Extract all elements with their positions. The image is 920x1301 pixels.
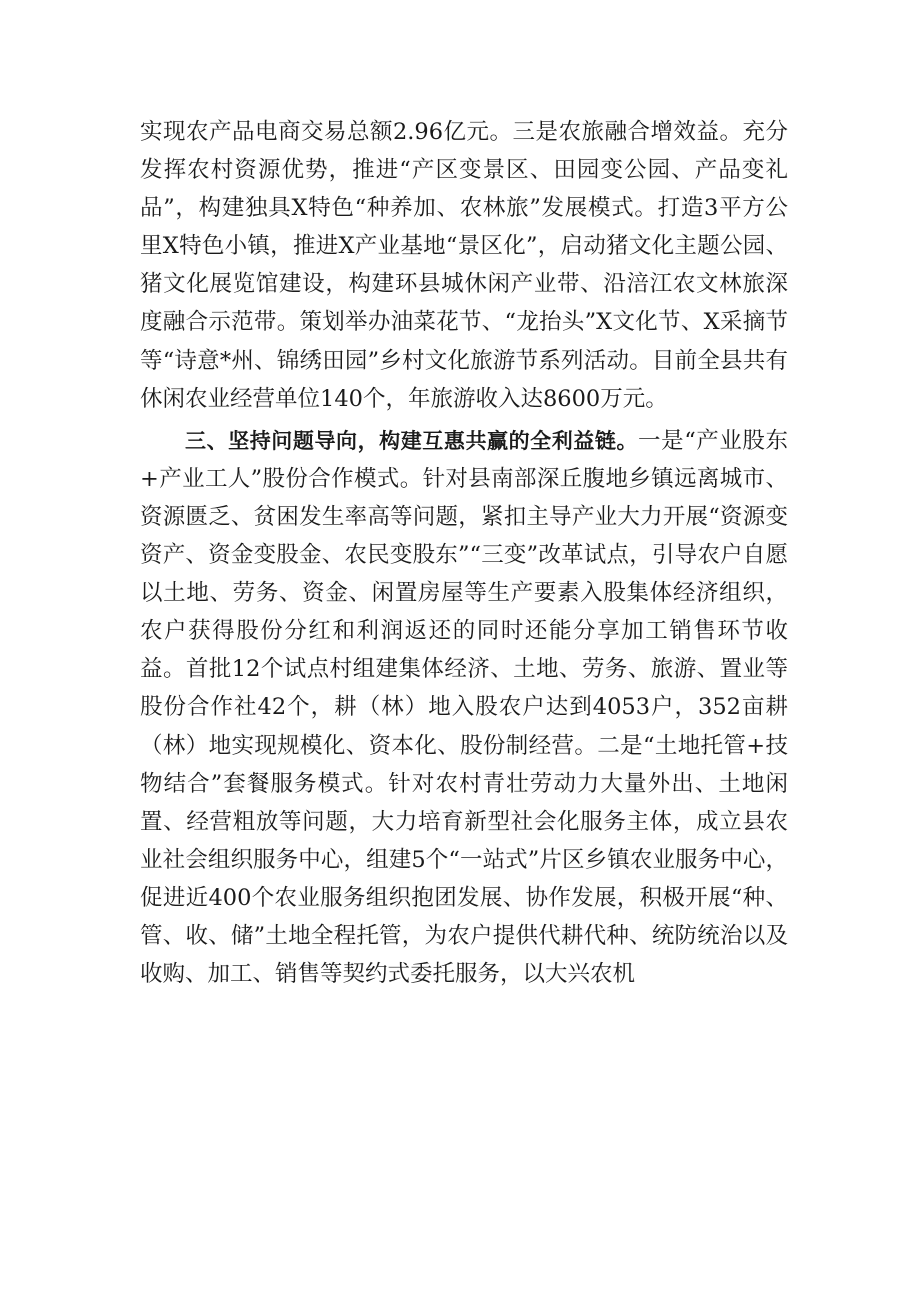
document-page — [140, 113, 788, 997]
section-heading: 三、坚持问题导向，构建互惠共赢的全利益链。 — [185, 428, 639, 453]
section-body: 一是“产业股东+产业工人”股份合作模式。针对县南部深丘腹地乡镇远离城市、资源匮乏、贫困发生率高等问题，紧扣主导产业大力开展“资源变资产、资金变股金、农民变股东”“三变”改革试点，引导农户自愿以土地、劳务、资金、闲置房屋等生产要素入股集体经济组织，农户获得股份分红和利润返还的同时还能分享加工销售环节收益。首批12个试点村组建集体经济、土地、劳务、旅游、置业等股份合作社42个，耕（林）地入股农户达到4053户，352亩耕（林）地实现规模化、资本化、股份制经营。二是“土地托管+技物结合”套餐服务模式。针对农村青壮劳动力大量外出、土地闲置、经营粗放等问题，大力培育新型社会化服务主体，成立县农业社会组织服务中心，组建5个“一站式”片区乡镇农业服务中心，促进近400个农业服务组织抱团发展、协作发展，积极开展“种、管、收、储”土地全程托管，为农户提供代耕代种、统防统治以及收购、加工、销售等契约式委托服务，以大兴农机 — [140, 427, 788, 988]
paragraph-continuation: 实现农产品电商交易总额2.96亿元。三是农旅融合增效益。充分发挥农村资源优势，推进“产区变景区、田园变公园、产品变礼品”，构建独具X特色“种养加、农林旅”发展模式。打造3平方公里X特色小镇，推进X产业基地“景区化”，启动猪文化主题公园、猪文化展览馆建设，构建环县城休闲产业带、沿涪江农文林旅深度融合示范带。策划举办油菜花节、“龙抬头”X文化节、X采摘节等“诗意*州、锦绣田园”乡村文化旅游节系列活动。目前全县共有休闲农业经营单位140个，年旅游收入达8600万元。 — [140, 119, 788, 412]
paragraph-section-three — [140, 422, 788, 993]
